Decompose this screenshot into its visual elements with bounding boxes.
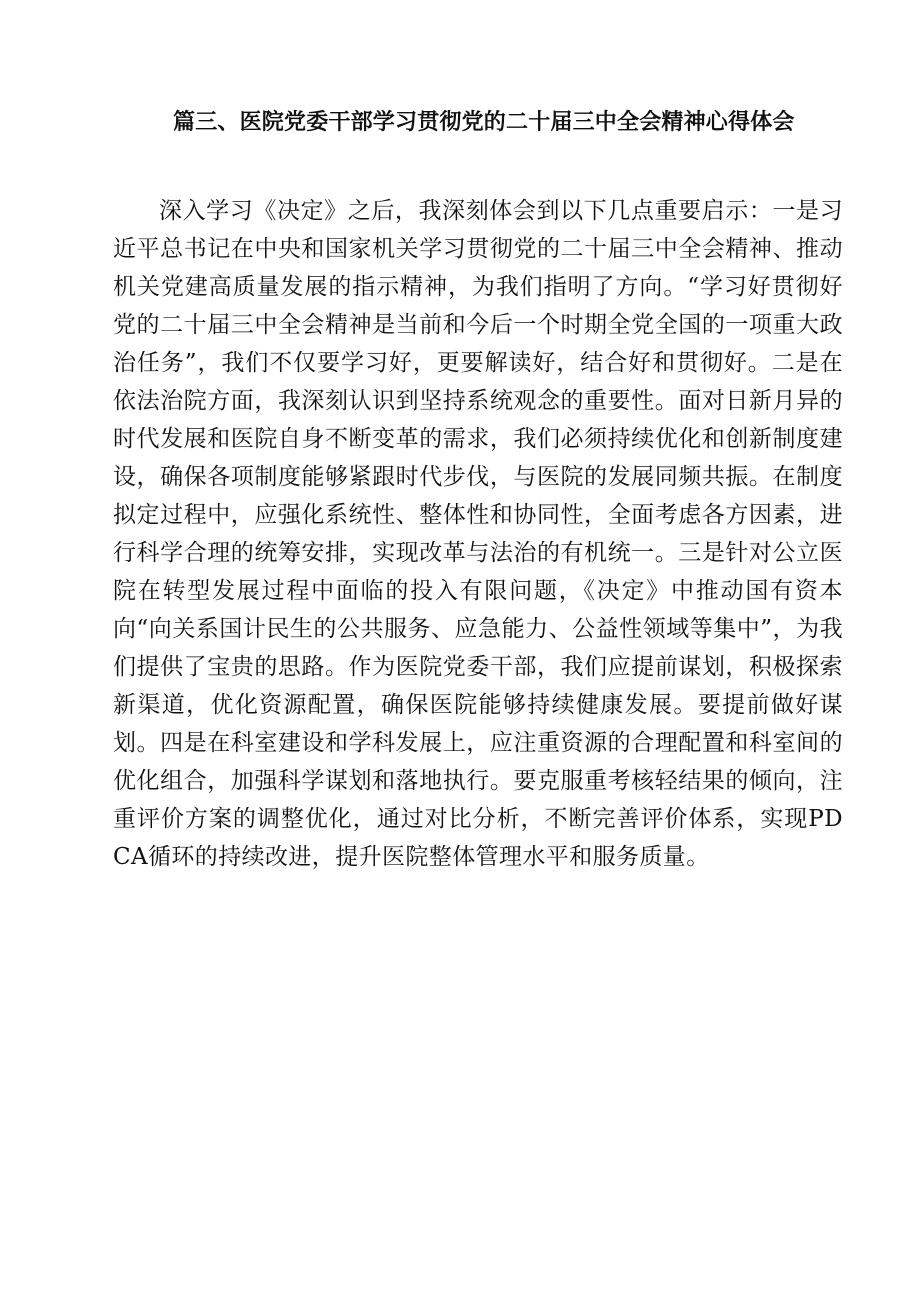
document-title: 篇三、医院党委干部学习贯彻党的二十届三中全会精神心得体会	[173, 109, 795, 135]
body-paragraph: 深入学习《决定》之后，我深刻体会到以下几点重要启示：一是习近平总书记在中央和国家机关学习贯彻党的二十届三中全会精神、推动机关党建高质量发展的指示精神，为我们指明了方向。“学习好贯彻好党的二十届三中全会精神是当前和今后一个时期全党全国的一项重大政治任务”，我们不仅要学习好，更要解读好，结合好和贯彻好。二是在依法治院方面，我深刻认识到坚持系统观念的重要性。面对日新月异的时代发展和医院自身不断变革的需求，我们必须持续优化和创新制度建设，确保各项制度能够紧跟时代步伐，与医院的发展同频共振。在制度拟定过程中，应强化系统性、整体性和协同性，全面考虑各方因素，进行科学合理的统筹安排，实现改革与法治的有机统一。三是针对公立医院在转型发展过程中面临的投入有限问题，《决定》中推动国有资本向“向关系国计民生的公共服务、应急能力、公益性领域等集中”，为我们提供了宝贵的思路。作为医院党委干部，我们应提前谋划，积极探索新渠道，优化资源配置，确保医院能够持续健康发展。要提前做好谋划。四是在科室建设和学科发展上，应注重资源的合理配置和科室间的优化组合，加强科学谋划和落地执行。要克服重考核轻结果的倾向，注重评价方案的调整优化，通过对比分析，不断完善评价体系，实现PDCA循环的持续改进，提升医院整体管理水平和服务质量。	[113, 198, 843, 870]
